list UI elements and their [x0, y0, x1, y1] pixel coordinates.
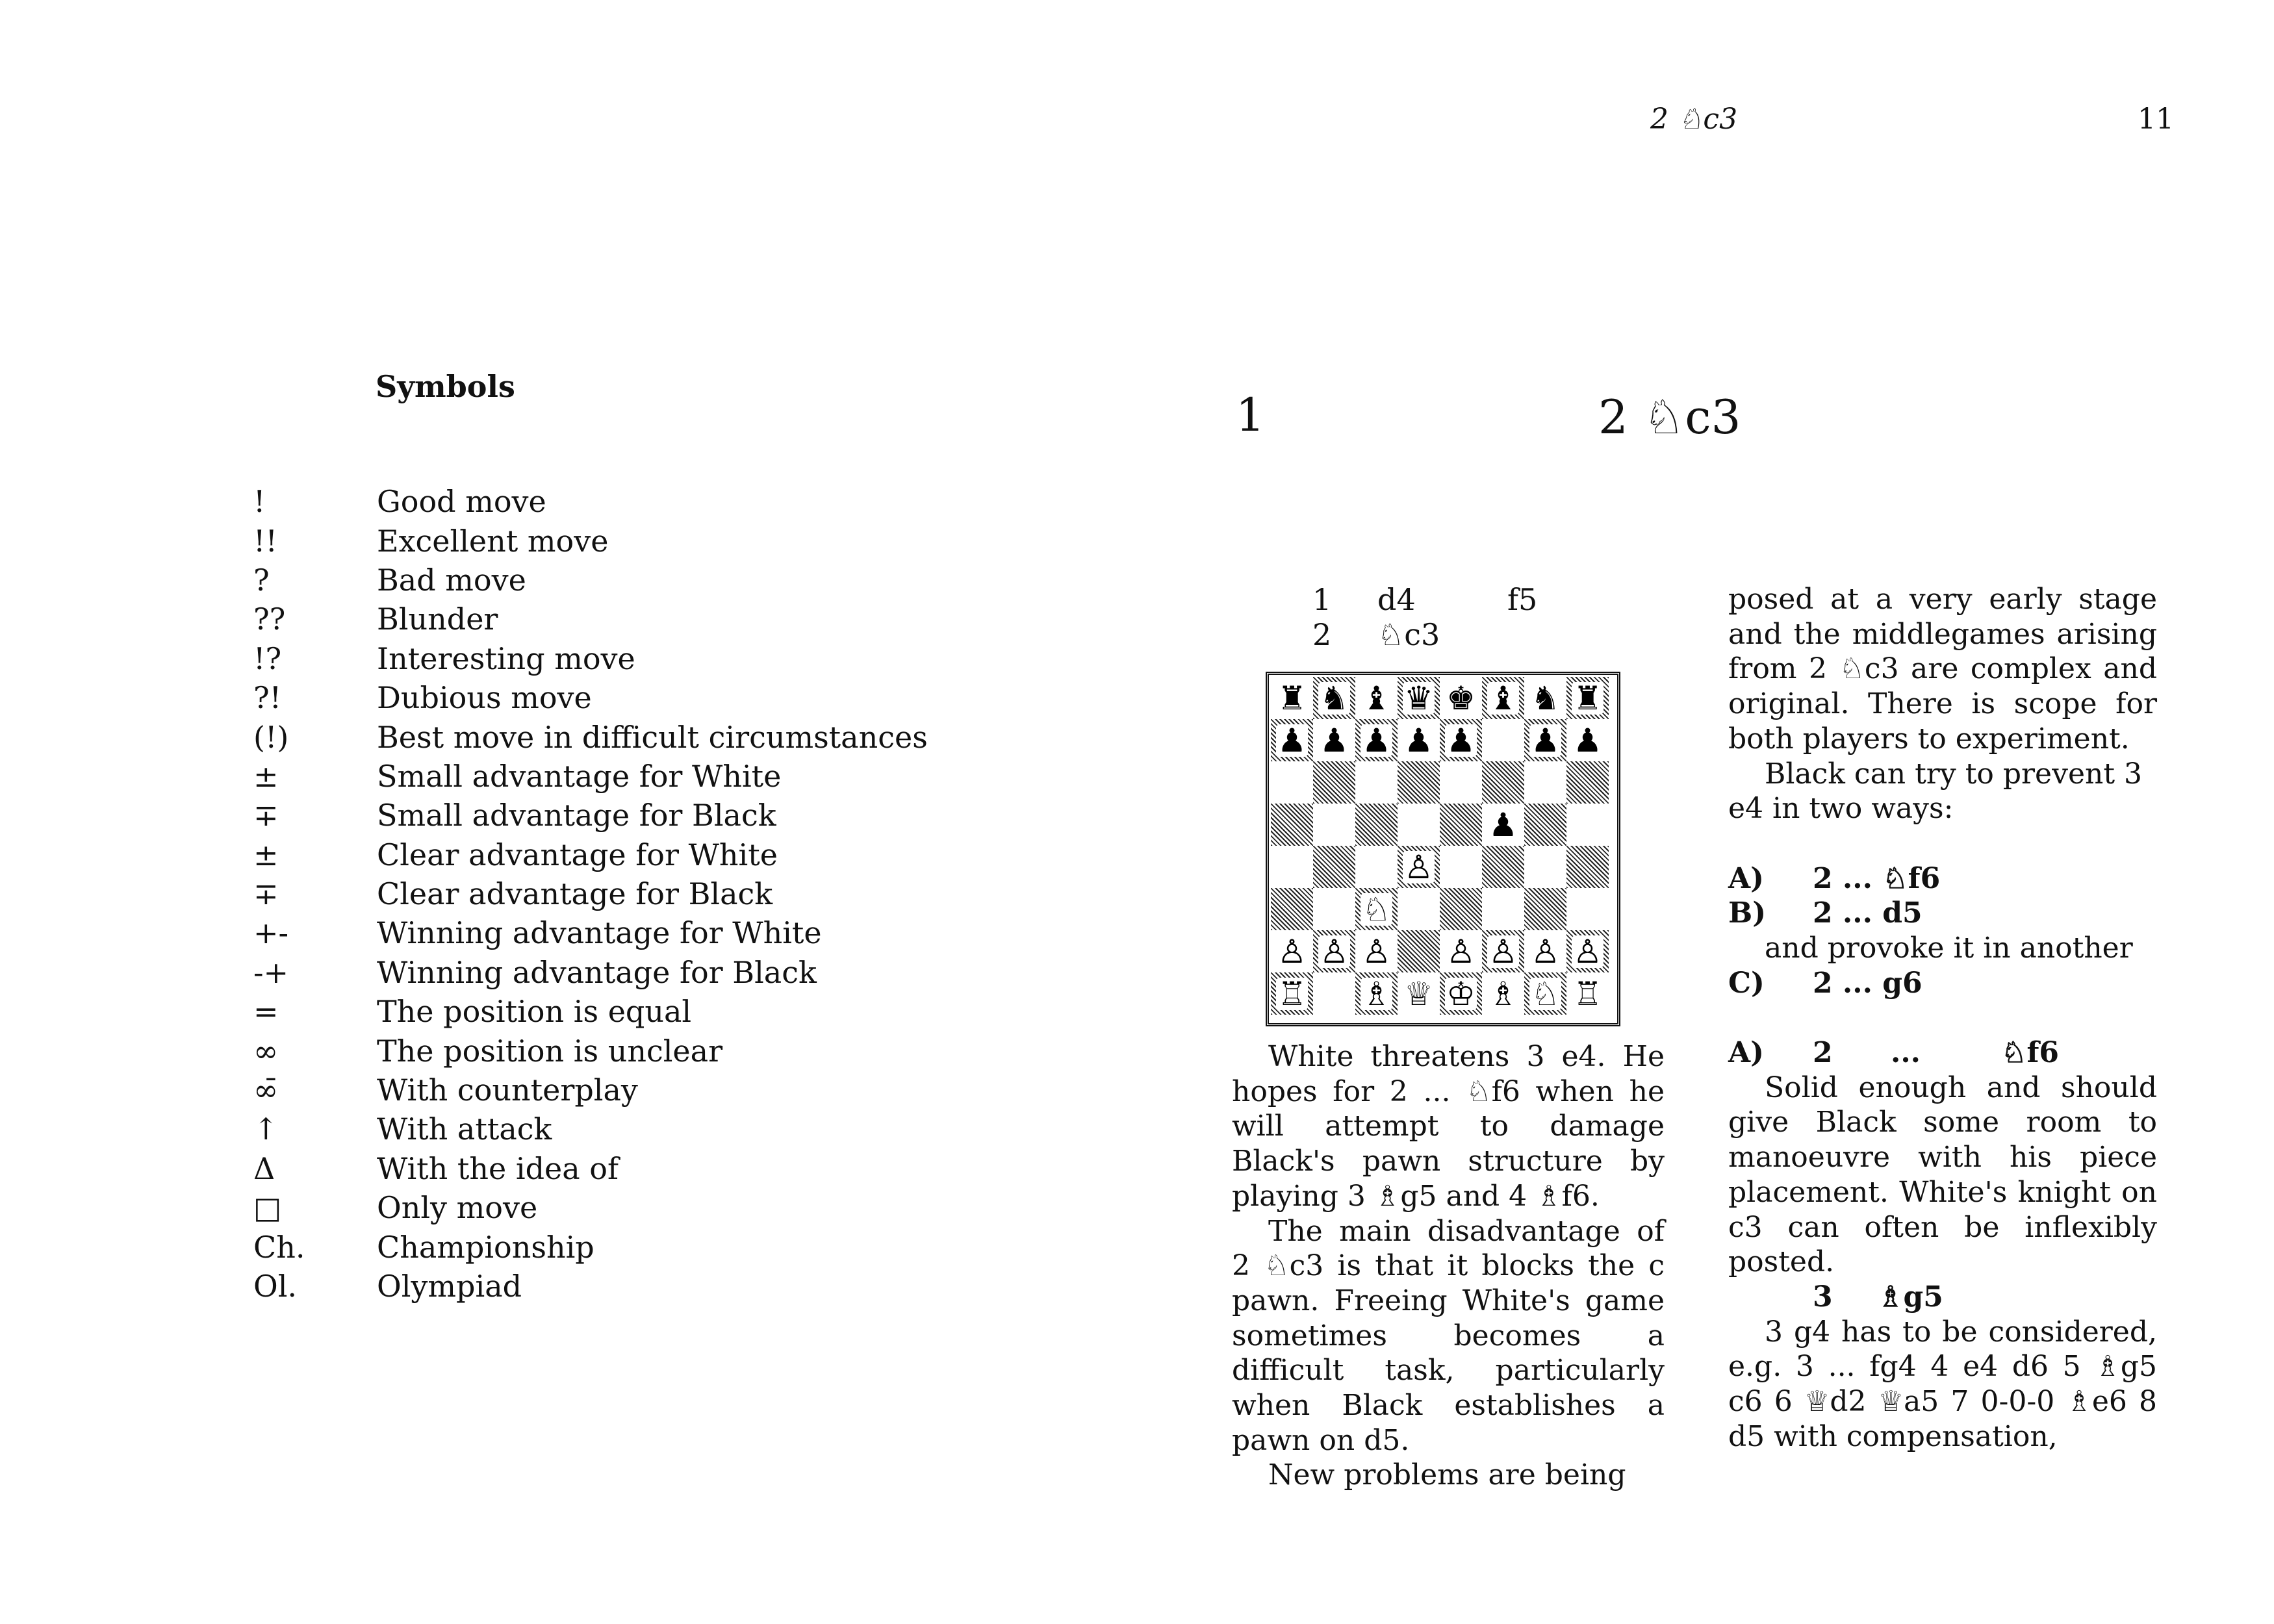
chapter-title: 2 ♘c3 — [1598, 390, 1741, 444]
symbol-row — [253, 1227, 1033, 1266]
symbol-row — [253, 1267, 1033, 1306]
symbol-meaning: Winning advantage for Black — [377, 954, 817, 990]
symbol-row — [253, 639, 1033, 678]
symbol-glyph: ∞̄ — [253, 1072, 279, 1108]
chess-piece: ♟ — [1320, 721, 1349, 759]
move-3-heading — [1728, 1280, 2157, 1315]
paragraph: New problems are being — [1268, 1458, 1626, 1492]
chess-piece: ♙ — [1488, 932, 1518, 971]
opening-moves — [1312, 582, 1605, 652]
board-square — [1355, 761, 1398, 804]
chess-diagram — [1266, 672, 1620, 1026]
symbol-row — [253, 1110, 1033, 1148]
board-square — [1524, 930, 1566, 972]
symbol-row — [253, 992, 1033, 1031]
symbol-glyph: +- — [253, 915, 289, 951]
variation-note: and provoke it in another — [1765, 931, 2133, 965]
chess-piece: ♞ — [1531, 679, 1560, 717]
symbol-row — [253, 913, 1033, 952]
board-square — [1440, 677, 1482, 719]
board-square — [1271, 677, 1313, 719]
symbol-row — [253, 953, 1033, 992]
symbol-glyph: ∓ — [253, 798, 279, 833]
board-square — [1524, 677, 1566, 719]
symbol-meaning: With the idea of — [377, 1150, 619, 1186]
symbol-meaning: Only move — [377, 1190, 538, 1226]
symbol-meaning: Best move in difficult circumstances — [377, 719, 928, 755]
board-square — [1313, 761, 1355, 804]
board-square — [1398, 888, 1440, 930]
chess-piece: ♟ — [1277, 721, 1307, 759]
paragraph: Solid enough and should give Black some room to manoeuvre with his piece placement. White's knight on c3 can often be inflexibly posted. — [1728, 1071, 2157, 1279]
board-square — [1271, 804, 1313, 846]
chess-piece: ♚ — [1446, 679, 1476, 717]
move-number: 2 — [1312, 617, 1332, 652]
board-square — [1271, 761, 1313, 804]
board-square — [1398, 719, 1440, 761]
board-square — [1440, 719, 1482, 761]
board-square — [1524, 846, 1566, 888]
board-square — [1398, 930, 1440, 972]
symbol-glyph: Δ — [253, 1150, 275, 1186]
variation-a — [1728, 861, 2157, 896]
chess-piece: ♗ — [1488, 974, 1518, 1013]
paragraph: posed at a very early stage and the middlegames arising from 2 ♘c3 are complex and original. There is scope for both players to experiment. — [1728, 583, 2157, 755]
chapter-number: 1 — [1236, 388, 1265, 442]
section-move-number: 2 — [1813, 1036, 1833, 1070]
chess-piece: ♖ — [1277, 974, 1307, 1013]
board-square — [1440, 804, 1482, 846]
board-square — [1355, 677, 1398, 719]
board-square — [1482, 930, 1524, 972]
symbol-glyph: ?! — [253, 680, 282, 716]
board-square — [1524, 804, 1566, 846]
symbol-glyph: ± — [253, 837, 279, 872]
symbol-meaning: Championship — [377, 1229, 594, 1265]
board-square — [1482, 719, 1524, 761]
board-square — [1313, 972, 1355, 1015]
board-square — [1355, 888, 1398, 930]
board-square — [1313, 930, 1355, 972]
variation-label: A) — [1728, 861, 1764, 895]
board-square — [1524, 761, 1566, 804]
symbol-row — [253, 717, 1033, 756]
chess-piece: ♙ — [1573, 932, 1602, 971]
section-move: ♘f6 — [2001, 1036, 2059, 1070]
chess-piece: ♟ — [1531, 721, 1560, 759]
chess-piece: ♜ — [1277, 679, 1307, 717]
variation-label: C) — [1728, 966, 1765, 1000]
board-square — [1566, 972, 1609, 1015]
board-square — [1355, 846, 1398, 888]
board-square — [1271, 930, 1313, 972]
page-number: 11 — [2138, 103, 2174, 136]
symbol-glyph: Ol. — [253, 1269, 298, 1304]
chess-piece: ♙ — [1320, 932, 1349, 971]
chess-piece: ♙ — [1277, 932, 1307, 971]
symbol-meaning: With counterplay — [377, 1072, 638, 1108]
chess-piece: ♔ — [1446, 974, 1476, 1013]
symbol-meaning: The position is equal — [377, 994, 692, 1030]
paragraph: 3 g4 has to be considered, e.g. 3 ... fg4 4 e4 d6 5 ♗g5 c6 6 ♕d2 ♕a5 7 0-0-0 ♗e6 8 d5 with compensation, — [1728, 1315, 2157, 1453]
board-square — [1271, 846, 1313, 888]
board-square — [1313, 888, 1355, 930]
symbol-meaning: Small advantage for White — [377, 758, 782, 794]
symbol-glyph: (!) — [253, 719, 289, 755]
symbol-row — [253, 874, 1033, 913]
chess-piece: ♕ — [1404, 974, 1433, 1013]
variation-c — [1728, 966, 2157, 1001]
section-label: A) — [1728, 1036, 1764, 1070]
variation-b — [1728, 896, 2157, 931]
chess-piece: ♞ — [1320, 679, 1349, 717]
chess-piece: ♖ — [1573, 974, 1602, 1013]
board-square — [1398, 972, 1440, 1015]
board-square — [1355, 719, 1398, 761]
symbol-meaning: Clear advantage for White — [377, 837, 778, 872]
symbol-row — [253, 1071, 1033, 1110]
symbol-row — [253, 521, 1033, 560]
board-square — [1524, 972, 1566, 1015]
symbol-glyph: !! — [253, 523, 277, 559]
variation-move: 2 ... d5 — [1813, 896, 1923, 930]
board-square — [1398, 761, 1440, 804]
symbol-row — [253, 678, 1033, 717]
board-square — [1566, 888, 1609, 930]
board-square — [1440, 846, 1482, 888]
symbol-meaning: Blunder — [377, 602, 498, 637]
variation-label: B) — [1728, 896, 1767, 930]
symbol-meaning: Clear advantage for Black — [377, 876, 773, 912]
chess-piece: ♙ — [1362, 932, 1391, 971]
board-square — [1566, 677, 1609, 719]
move-line — [1312, 582, 1605, 617]
chess-piece: ♙ — [1531, 932, 1560, 971]
board-square — [1355, 972, 1398, 1015]
running-title: 2 ♘c3 — [1650, 103, 1738, 136]
move-line — [1312, 617, 1605, 652]
left-text-column — [1232, 1039, 1665, 1493]
chess-piece: ♟ — [1404, 721, 1433, 759]
symbol-meaning: Winning advantage for White — [377, 915, 822, 951]
symbol-row — [253, 482, 1033, 521]
board-square — [1398, 677, 1440, 719]
board-square — [1524, 719, 1566, 761]
board-square — [1440, 972, 1482, 1015]
symbol-meaning: Dubious move — [377, 680, 592, 716]
board-square — [1355, 804, 1398, 846]
chess-piece: ♟ — [1488, 806, 1518, 844]
chess-piece: ♙ — [1446, 932, 1476, 971]
symbol-meaning: Good move — [377, 484, 546, 520]
variation-move: 2 ... g6 — [1813, 966, 1923, 1000]
chess-piece: ♗ — [1362, 974, 1391, 1013]
symbol-glyph: Ch. — [253, 1229, 305, 1265]
board-square — [1482, 804, 1524, 846]
move-number: 3 — [1813, 1280, 1833, 1313]
board-square — [1271, 972, 1313, 1015]
symbol-glyph: !? — [253, 641, 282, 676]
symbol-row — [253, 757, 1033, 796]
symbol-meaning: Bad move — [377, 562, 526, 598]
symbol-meaning: With attack — [377, 1111, 552, 1147]
chess-piece: ♙ — [1404, 848, 1433, 886]
chess-piece: ♟ — [1446, 721, 1476, 759]
board-square — [1313, 804, 1355, 846]
symbol-glyph: ? — [253, 562, 270, 598]
board-square — [1482, 677, 1524, 719]
white-move: ♘c3 — [1377, 617, 1440, 652]
board-square — [1398, 846, 1440, 888]
symbol-meaning: The position is unclear — [377, 1033, 723, 1069]
board-square — [1355, 930, 1398, 972]
symbol-glyph: ∞ — [253, 1033, 279, 1069]
symbol-glyph: ?? — [253, 602, 286, 637]
section-dots: ... — [1891, 1036, 1921, 1070]
white-move: ♗g5 — [1878, 1280, 1943, 1313]
symbol-row — [253, 796, 1033, 835]
board-square — [1566, 804, 1609, 846]
symbol-row — [253, 561, 1033, 600]
symbols-list — [253, 482, 1033, 1306]
chess-piece: ♘ — [1531, 974, 1560, 1013]
chess-piece: ♘ — [1362, 890, 1391, 928]
board-square — [1271, 888, 1313, 930]
symbol-glyph: = — [253, 994, 279, 1030]
symbol-row — [253, 835, 1033, 874]
symbol-row — [253, 600, 1033, 639]
symbol-glyph: ↑ — [253, 1111, 279, 1147]
symbol-glyph: □ — [253, 1190, 282, 1226]
board-square — [1313, 719, 1355, 761]
paragraph: The main disadvantage of 2 ♘c3 is that it blocks the c pawn. Freeing White's game sometimes becomes a difficult task, particularly when Black establishes a pawn on d5. — [1232, 1214, 1665, 1457]
symbol-meaning: Interesting move — [377, 641, 635, 676]
right-text-column — [1728, 582, 2157, 1454]
board-square — [1440, 930, 1482, 972]
board-square — [1566, 719, 1609, 761]
chess-piece: ♝ — [1488, 679, 1518, 717]
board-square — [1440, 761, 1482, 804]
board-square — [1524, 888, 1566, 930]
board-square — [1313, 677, 1355, 719]
symbol-row — [253, 1031, 1033, 1070]
symbol-glyph: ± — [253, 758, 279, 794]
symbol-glyph: ! — [253, 484, 266, 520]
move-number: 1 — [1312, 582, 1332, 617]
symbol-glyph: -+ — [253, 954, 289, 990]
board-square — [1440, 888, 1482, 930]
board-square — [1313, 846, 1355, 888]
symbol-row — [253, 1188, 1033, 1227]
paragraph: White threatens 3 e4. He hopes for 2 ... ♘f6 when he will attempt to damage Black's pawn structure by playing 3 ♗g5 and 4 ♗f6. — [1232, 1040, 1665, 1213]
paragraph: Black can try to prevent 3 e4 in two ways: — [1728, 757, 2142, 826]
chess-piece: ♝ — [1362, 679, 1391, 717]
board-square — [1482, 761, 1524, 804]
chess-piece: ♛ — [1404, 679, 1433, 717]
symbol-meaning: Olympiad — [377, 1269, 522, 1304]
symbol-meaning: Excellent move — [377, 523, 609, 559]
board-square — [1482, 972, 1524, 1015]
black-move: f5 — [1507, 582, 1538, 617]
chess-piece: ♟ — [1362, 721, 1391, 759]
board-square — [1398, 804, 1440, 846]
symbol-row — [253, 1149, 1033, 1188]
board-square — [1566, 930, 1609, 972]
board-square — [1271, 719, 1313, 761]
chess-board — [1271, 677, 1609, 1015]
chess-piece: ♟ — [1573, 721, 1602, 759]
symbols-title: Symbols — [376, 369, 515, 404]
symbol-meaning: Small advantage for Black — [377, 798, 776, 833]
chess-piece: ♜ — [1573, 679, 1602, 717]
board-square — [1482, 846, 1524, 888]
symbol-glyph: ∓ — [253, 876, 279, 912]
board-square — [1566, 761, 1609, 804]
variation-move: 2 ... ♘f6 — [1813, 861, 1941, 895]
section-a-heading — [1728, 1035, 2157, 1071]
white-move: d4 — [1377, 582, 1416, 617]
board-square — [1482, 888, 1524, 930]
board-square — [1566, 846, 1609, 888]
